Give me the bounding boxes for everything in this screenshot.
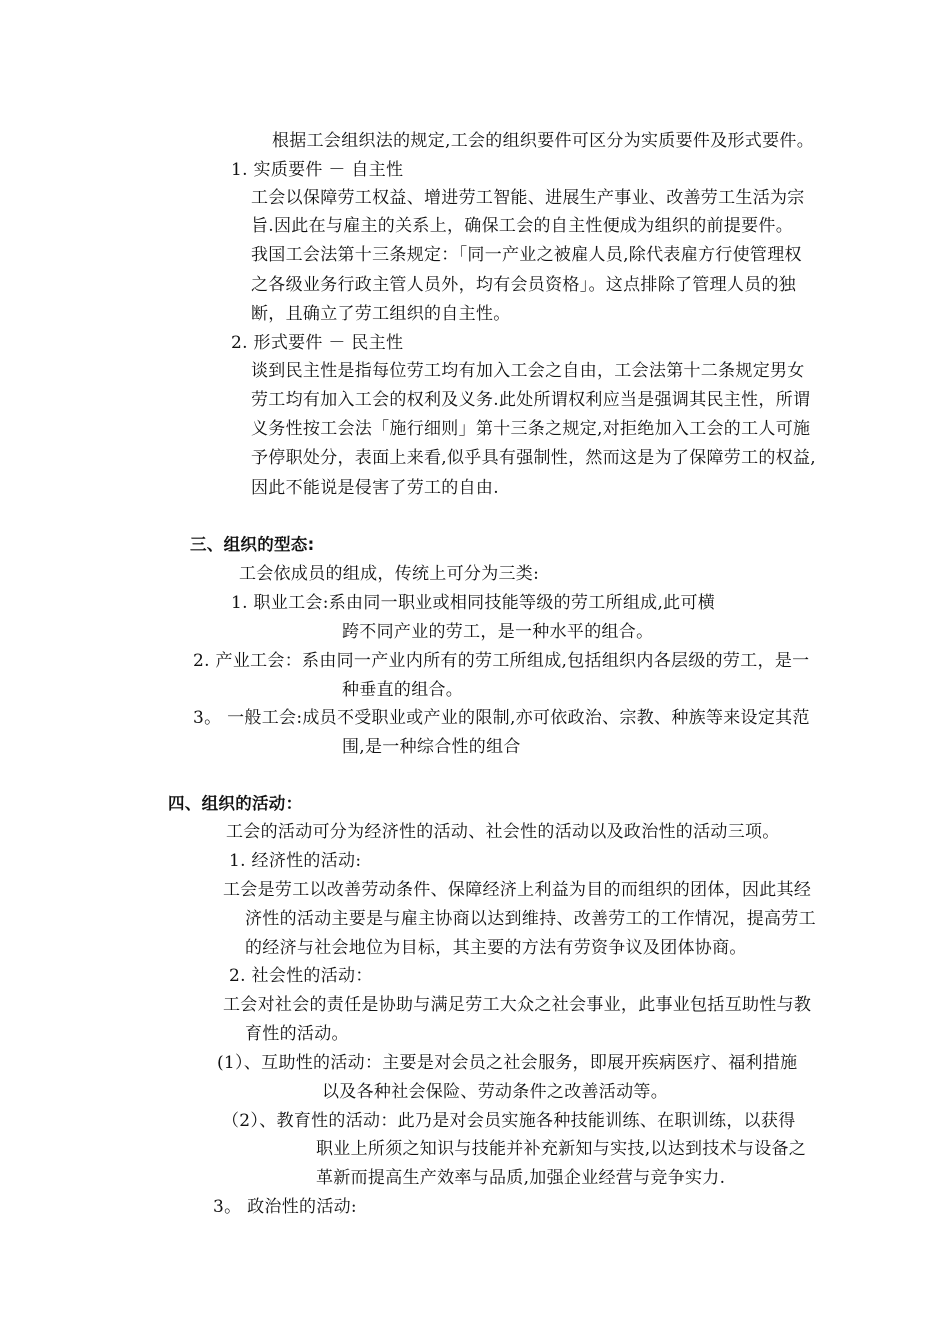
union-type-line: 围,是一种综合性的组合	[342, 737, 521, 757]
section-4-intro: 工会的活动可分为经济性的活动、社会性的活动以及政治性的活动三项。	[226, 822, 780, 842]
requirement-1-text-line: 断，且确立了劳工组织的自主性。	[251, 304, 511, 324]
requirement-1-text-line: 工会以保障劳工权益、增进劳工智能、进展生产事业、改善劳工生活为宗	[251, 188, 805, 208]
activity-3-heading: 3。 政治性的活动:	[213, 1197, 357, 1217]
requirement-1-heading: 1. 实质要件 － 自主性	[231, 160, 404, 180]
intro-paragraph: 根据工会组织法的规定,工会的组织要件可区分为实质要件及形式要件。	[272, 131, 815, 151]
section-3-intro: 工会依成员的组成，传统上可分为三类:	[239, 564, 540, 584]
mutual-aid-activity-line: (1）、互助性的活动：主要是对会员之社会服务，即展开疾病医疗、福利措施	[217, 1053, 798, 1073]
requirement-1-text-line: 之各级业务行政主管人员外，均有会员资格」。这点排除了管理人员的独	[251, 275, 797, 295]
section-3-heading: 三、组织的型态:	[190, 535, 315, 554]
requirement-1-text-line: 旨.因此在与雇主的关系上，确保工会的自主性便成为组织的前提要件。	[251, 216, 794, 236]
union-type-line: 3。 一般工会:成员不受职业或产业的限制,亦可依政治、宗教、种族等来设定其范	[193, 708, 810, 728]
requirement-2-heading: 2. 形式要件 － 民主性	[231, 333, 404, 353]
requirement-2-text-line: 予停职处分，表面上来看,似乎具有强制性，然而这是为了保障劳工的权益,	[251, 448, 817, 468]
activity-1-text-line: 的经济与社会地位为目标，其主要的方法有劳资争议及团体协商。	[245, 938, 747, 958]
requirement-2-text-line: 劳工均有加入工会的权利及义务.此处所谓权利应当是强调其民主性，所谓	[251, 390, 811, 410]
union-type-line: 种垂直的组合。	[342, 680, 464, 700]
activity-1-heading: 1. 经济性的活动:	[229, 851, 362, 871]
activity-2-text-line: 育性的活动。	[245, 1024, 349, 1044]
union-type-line: 跨不同产业的劳工，是一种水平的组合。	[342, 622, 654, 642]
education-activity-line: 职业上所须之知识与技能并补充新知与实技,以达到技术与设备之	[316, 1139, 807, 1159]
education-activity-line: 革新而提高生产效率与品质,加强企业经营与竞争实力.	[316, 1168, 726, 1188]
activity-2-text-line: 工会对社会的责任是协助与满足劳工大众之社会事业，此事业包括互助性与教	[223, 995, 812, 1015]
requirement-2-text-line: 因此不能说是侵害了劳工的自由.	[251, 478, 499, 498]
activity-2-heading: 2. 社会性的活动：	[229, 966, 373, 986]
education-activity-line: （2）、教育性的活动：此乃是对会员实施各种技能训练、在职训练，以获得	[222, 1111, 796, 1131]
requirement-2-text-line: 义务性按工会法「施行细则」第十三条之规定,对拒绝加入工会的工人可施	[251, 419, 811, 439]
requirement-1-text-line: 我国工会法第十三条规定：「同一产业之被雇人员,除代表雇方行使管理权	[251, 245, 802, 265]
section-4-heading: 四、组织的活动：	[168, 794, 303, 813]
activity-1-text-line: 工会是劳工以改善劳动条件、保障经济上利益为目的而组织的团体，因此其经	[223, 880, 812, 900]
activity-1-text-line: 济性的活动主要是与雇主协商以达到维持、改善劳工的工作情况，提高劳工	[245, 909, 816, 929]
requirement-2-text-line: 谈到民主性是指每位劳工均有加入工会之自由，工会法第十二条规定男女	[251, 361, 805, 381]
union-type-line: 2. 产业工会：系由同一产业内所有的劳工所组成,包括组织内各层级的劳工，是一	[193, 651, 810, 671]
mutual-aid-activity-line: 以及各种社会保险、劳动条件之改善活动等。	[322, 1082, 668, 1102]
union-type-line: 1. 职业工会:系由同一职业或相同技能等级的劳工所组成,此可横	[231, 593, 716, 613]
